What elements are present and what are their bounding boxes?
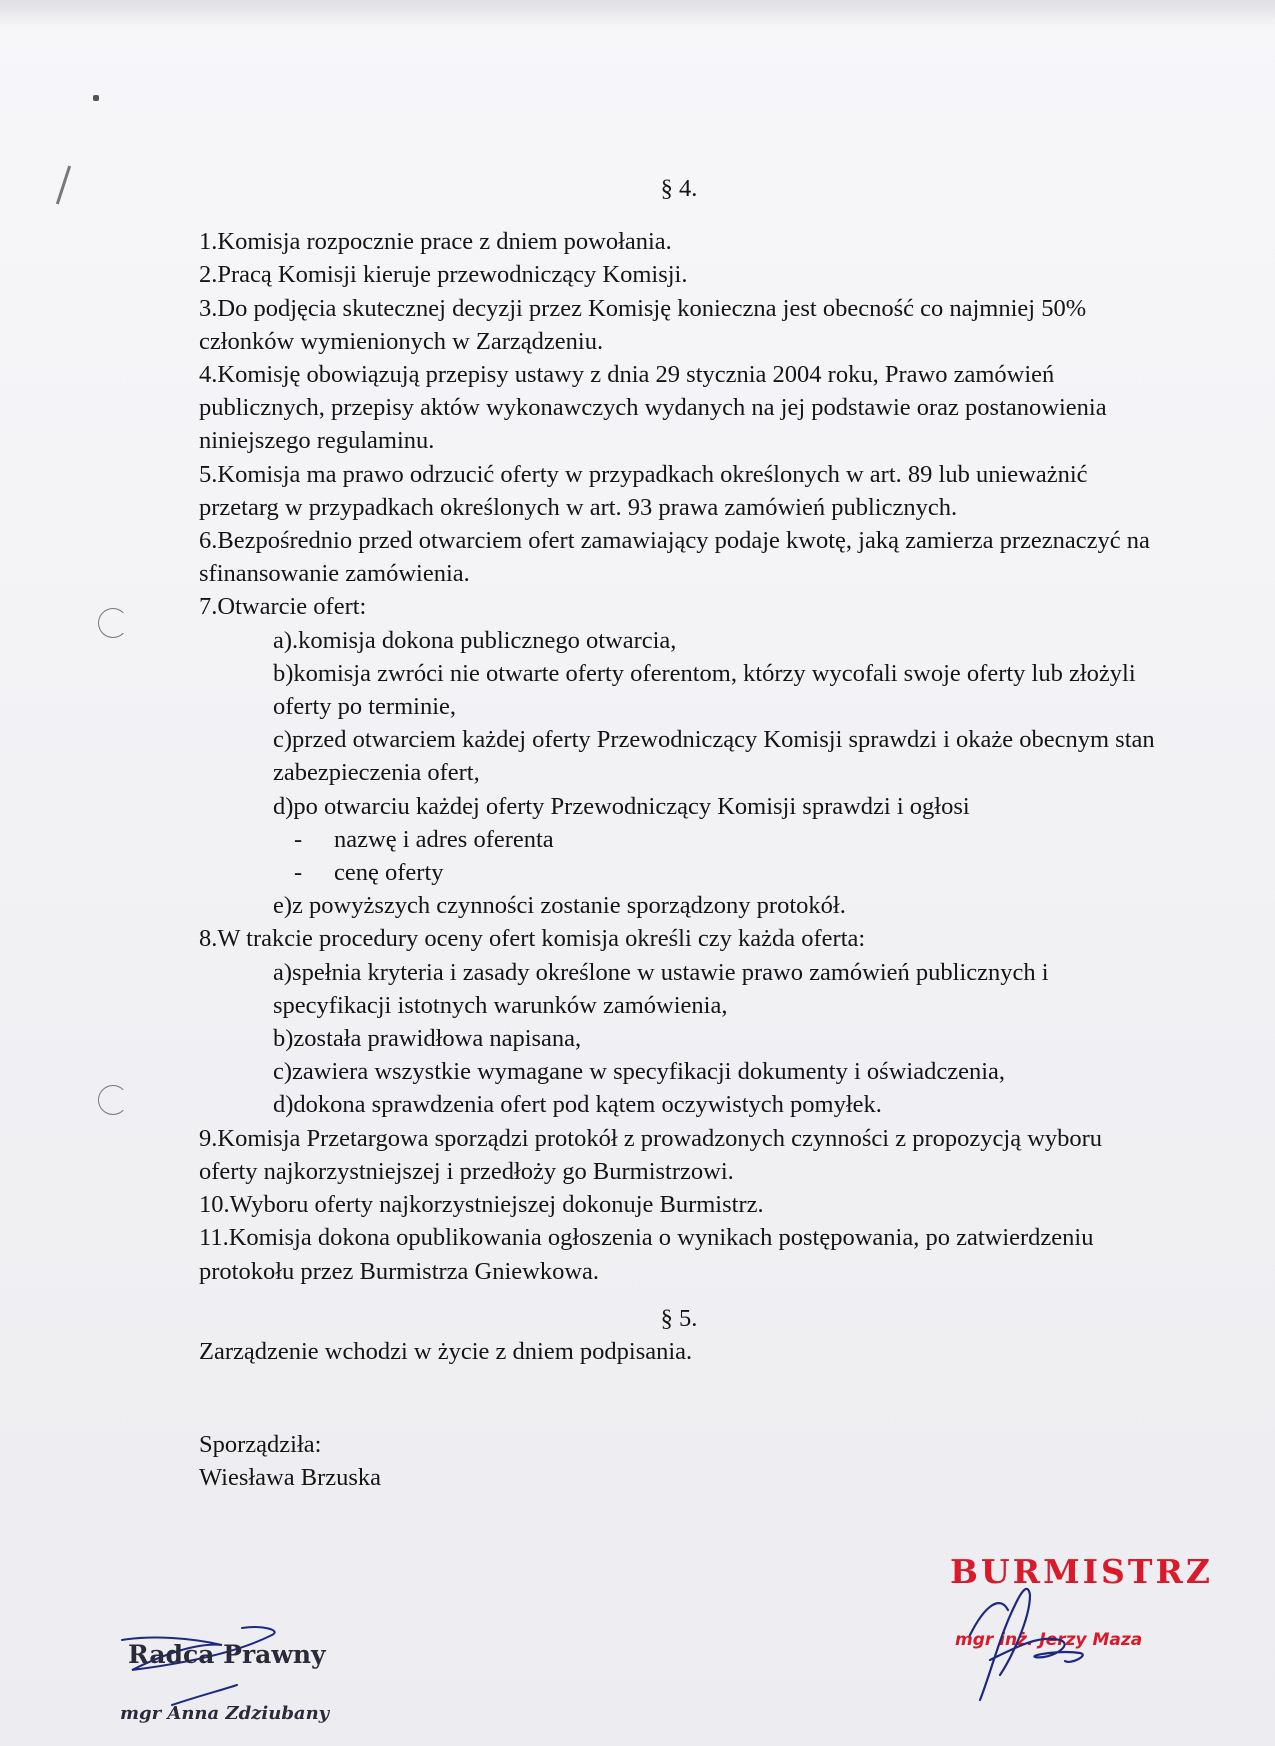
dash-marker: - bbox=[294, 825, 303, 853]
paragraph-11: 11.Komisja dokona opublikowania ogłoszenia o wynikach postępowania, po zatwierdzeniu protokołu przez Burmistrza Gniewkowa. bbox=[199, 1224, 1094, 1285]
scan-mark bbox=[56, 166, 71, 205]
paragraph-8d: d)dokona sprawdzenia ofert pod kątem oczywistych pomyłek. bbox=[273, 1091, 882, 1119]
mayor-stamp-name: mgr inż. Jerzy Maza bbox=[955, 1630, 1143, 1650]
paragraph-8: 8.W trakcie procedury oceny ofert komisja określi czy każda oferta: bbox=[199, 925, 866, 953]
counsel-stamp-name: mgr Anna Zdziubany bbox=[120, 1703, 330, 1724]
mayor-stamp-title: BURMISTRZ bbox=[950, 1552, 1213, 1591]
paragraph-7e: e)z powyższych czynności zostanie sporządzony protokół. bbox=[273, 892, 846, 920]
dash-item-text: nazwę i adres oferenta bbox=[334, 825, 554, 853]
punch-hole-top bbox=[98, 608, 128, 638]
dash-item-text: cenę oferty bbox=[334, 859, 444, 887]
prepared-by-label: Sporządziła: bbox=[199, 1431, 322, 1459]
section-4-heading: § 4. bbox=[660, 175, 698, 202]
scan-edge-shadow bbox=[0, 0, 1275, 28]
prepared-by-name: Wiesława Brzuska bbox=[199, 1464, 382, 1492]
section-5-heading: § 5. bbox=[660, 1304, 698, 1332]
paragraph-4: 4.Komisję obowiązują przepisy ustawy z dnia 29 stycznia 2004 roku, Prawo zamówień publicznych, przepisy aktów wykonawczych wydanych na jej podstawie oraz postanowienia niniejszego regulaminu. bbox=[199, 361, 1107, 455]
dash-marker: - bbox=[294, 859, 303, 887]
paragraph-7a: a).komisja dokona publicznego otwarcia, bbox=[273, 626, 677, 654]
paragraph-7: 7.Otwarcie ofert: bbox=[199, 593, 367, 621]
document-body bbox=[199, 172, 1159, 1495]
paragraph-7c: c)przed otwarciem każdej oferty Przewodniczący Komisji sprawdzi i okaże obecnym stan zabezpieczenia ofert, bbox=[273, 726, 1155, 787]
paragraph-2: 2.Pracą Komisji kieruje przewodniczący Komisji. bbox=[199, 261, 688, 289]
paragraph-9: 9.Komisja Przetargowa sporządzi protokół z prowadzonych czynności z propozycją wyboru oferty najkorzystniejszej i przedłoży go Burmistrzowi. bbox=[199, 1124, 1103, 1185]
dash-item-1 bbox=[199, 823, 1159, 856]
paragraph-7b: b)komisja zwróci nie otwarte oferty oferentom, którzy wycofali swoje oferty lub złożyli oferty po terminie, bbox=[273, 659, 1136, 721]
paragraph-8a: a)spełnia kryteria i zasady określone w ustawie prawo zamówień publicznych i specyfikacji istotnych warunków zamówienia, bbox=[273, 958, 1049, 1019]
mayor-signature bbox=[930, 1565, 1150, 1705]
paragraph-1: 1.Komisja rozpocznie prace z dniem powołania. bbox=[199, 228, 672, 256]
scan-dot bbox=[93, 95, 99, 101]
dash-item-2 bbox=[199, 856, 1159, 889]
counsel-stamp-title: Radca Prawny bbox=[128, 1640, 326, 1669]
punch-hole-bottom bbox=[98, 1085, 128, 1115]
paragraph-6: 6.Bezpośrednio przed otwarciem ofert zamawiający podaje kwotę, jaką zamierza przeznaczyć na sfinansowanie zamówienia. bbox=[199, 527, 1150, 588]
section-5-text: Zarządzenie wchodzi w życie z dniem podpisania. bbox=[199, 1337, 693, 1365]
paragraph-8c: c)zawiera wszystkie wymagane w specyfikacji dokumenty i oświadczenia, bbox=[273, 1058, 1005, 1086]
paragraph-10: 10.Wyboru oferty najkorzystniejszej dokonuje Burmistrz. bbox=[199, 1191, 764, 1219]
paragraph-7d: d)po otwarciu każdej oferty Przewodniczący Komisji sprawdzi i ogłosi bbox=[273, 792, 970, 820]
paragraph-5: 5.Komisja ma prawo odrzucić oferty w przypadkach określonych w art. 89 lub unieważnić przetarg w przypadkach określonych w art. 93 prawa zamówień publicznych. bbox=[199, 460, 1088, 521]
paragraph-3: 3.Do podjęcia skutecznej decyzji przez Komisję konieczna jest obecność co najmniej 50% członków wymienionych w Zarządzeniu. bbox=[199, 294, 1087, 355]
paragraph-8b: b)została prawidłowa napisana, bbox=[273, 1025, 582, 1053]
